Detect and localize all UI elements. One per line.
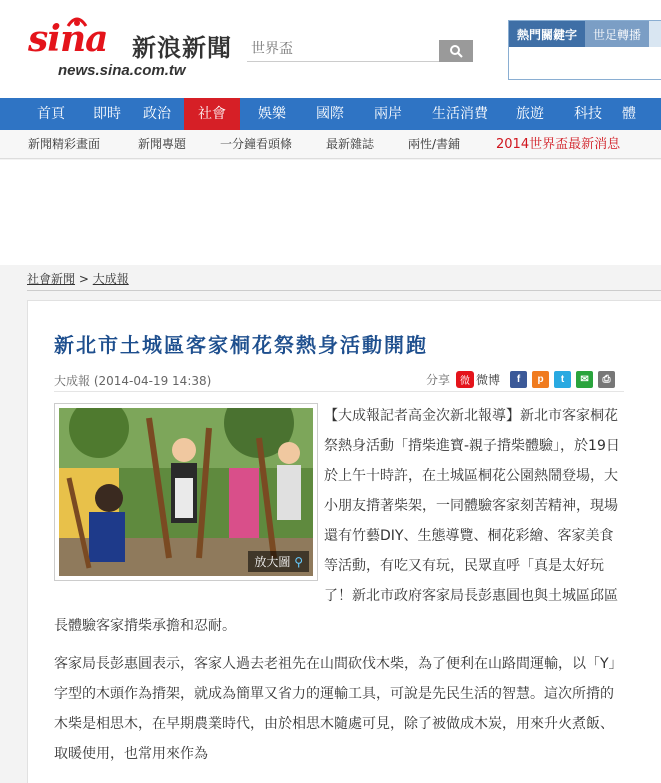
subnav-item-magazines[interactable]: 最新雜誌: [326, 137, 375, 151]
twitter-icon[interactable]: t: [554, 371, 571, 388]
article-image[interactable]: [59, 408, 313, 576]
nav-item-tech[interactable]: 科技: [574, 106, 602, 122]
hot-keywords-panel: [508, 20, 661, 80]
email-icon[interactable]: ✉: [576, 371, 593, 388]
nav-item-society[interactable]: 社會: [184, 98, 240, 130]
nav-item-travel[interactable]: 旅遊: [516, 106, 544, 122]
breadcrumb: [27, 270, 129, 287]
weibo-icon: 微: [456, 371, 474, 388]
facebook-icon[interactable]: f: [510, 371, 527, 388]
article-paragraph: 【大成報記者高金次新北報導】新北市客家桐花祭熱身活動「揹柴進寶-親子揹柴體驗」，於19日於上午十時許，在土城區桐花公園熱鬧登場，大小朋友揹著柴架，一同體驗客家刻苦精神，現場還有竹藝DIY、生態導覽、桐花彩繪、客家美食等活動，有吃又有玩，民眾直呼「真是太好玩了！新北市政府客家局長彭惠圓也與土城區邱區長體驗客家揹柴承擔和忍耐。: [54, 408, 620, 634]
enlarge-label: 放大圖: [254, 555, 291, 569]
article-divider: [54, 391, 624, 392]
enlarge-button[interactable]: [248, 551, 309, 572]
site-header: [0, 0, 661, 98]
share-bar: [426, 369, 615, 389]
print-icon[interactable]: ⎙: [598, 371, 615, 388]
breadcrumb-section[interactable]: 社會新聞: [27, 272, 76, 286]
article-paragraph: 客家局長彭惠圓表示，客家人過去老祖先在山間砍伐木柴，為了便利在山路間運輸，以「Y」字型的木頭作為揹架，就成為簡單又省力的運輸工具，可說是先民生活的智慧。這次所揹的木柴是相思木，在早期農業時代，由於相思木隨處可見，除了被做成木炭，用來升火煮飯、取暖使用，也常用來作為: [54, 656, 623, 762]
subnav-item-books[interactable]: 兩性/書鋪: [408, 137, 461, 151]
magnify-icon: ⚲: [294, 555, 303, 569]
brand-name: sina: [28, 18, 108, 60]
search-icon: [449, 44, 463, 58]
article-photo[interactable]: [54, 403, 318, 581]
breadcrumb-divider: [27, 290, 661, 291]
weibo-label: 微博: [476, 372, 501, 387]
weibo-share-button[interactable]: [456, 371, 500, 388]
breadcrumb-source[interactable]: 大成報: [92, 272, 129, 286]
plurk-icon[interactable]: p: [532, 371, 549, 388]
article-title: 新北市土城區客家桐花祭熱身活動開跑: [54, 333, 428, 357]
brand-cn: 新浪新聞: [132, 34, 232, 62]
nav-item-lifestyle[interactable]: 生活消費: [432, 106, 488, 122]
tab-hot-keywords[interactable]: 熱門關鍵字: [509, 21, 585, 47]
nav-item-instant[interactable]: 即時: [93, 106, 121, 122]
main-nav: [0, 98, 661, 130]
search-button[interactable]: [439, 40, 473, 62]
tab-worldcup-broadcast[interactable]: 世足轉播: [585, 21, 649, 47]
nav-item-cross-strait[interactable]: 兩岸: [374, 106, 402, 122]
search-box: [247, 36, 442, 62]
ad-space: [0, 160, 661, 265]
subnav-item-worldcup[interactable]: 2014世界盃最新消息: [496, 137, 621, 152]
search-input[interactable]: [247, 36, 442, 61]
nav-item-entertainment[interactable]: 娛樂: [258, 106, 286, 122]
article-meta: 大成報 (2014-04-19 14:38): [54, 374, 212, 388]
sina-logo[interactable]: [28, 14, 238, 80]
nav-item-home[interactable]: 首頁: [37, 106, 65, 122]
subnav-item-topics[interactable]: 新聞專題: [138, 137, 187, 151]
site-domain: news.sina.com.tw: [58, 62, 186, 79]
nav-item-international[interactable]: 國際: [316, 106, 344, 122]
article: [27, 300, 661, 783]
nav-item-sports[interactable]: 體: [622, 106, 636, 122]
subnav-item-highlights[interactable]: 新聞精彩畫面: [28, 137, 101, 151]
breadcrumb-separator: >: [78, 272, 89, 286]
share-label: 分享: [426, 372, 451, 387]
sub-nav: [0, 130, 661, 159]
subnav-item-headlines[interactable]: 一分鐘看頭條: [220, 137, 293, 151]
nav-item-politics[interactable]: 政治: [143, 106, 171, 122]
